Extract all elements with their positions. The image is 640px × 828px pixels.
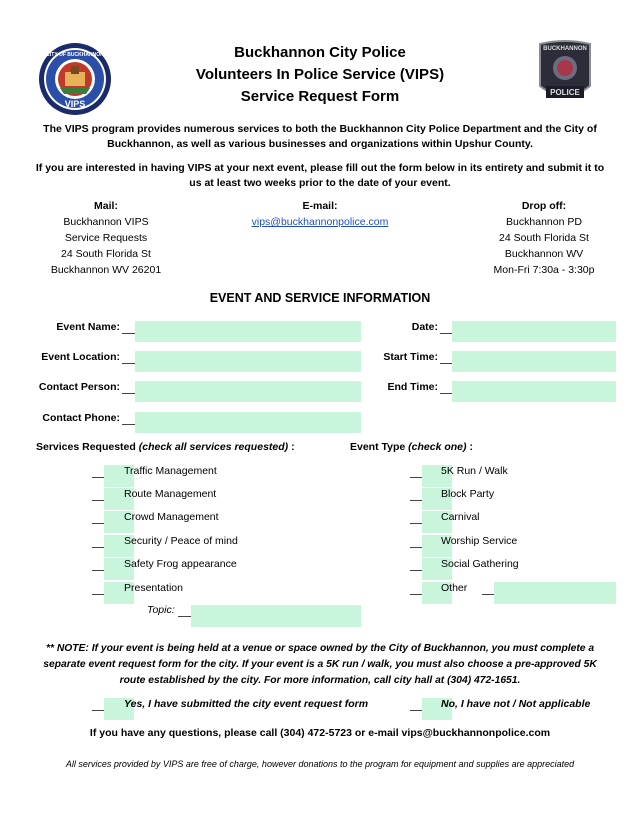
- mail-heading: Mail:: [94, 200, 118, 212]
- intro-paragraph-1: The VIPS program provides numerous services to both the Buckhannon City Police Department and the City of Buckhannon, as well as various businesses and organizations within Upshur County.: [43, 123, 597, 150]
- topic-label: Topic:: [147, 604, 175, 616]
- event-type-label-carnival: Carnival: [441, 511, 480, 523]
- mail-line: Service Requests: [64, 232, 148, 244]
- questions-line: If you have any questions, please call (304) 472-5723 or e-mail vips@buckhannonpolice.com: [89, 727, 551, 739]
- services-heading: [36, 441, 295, 453]
- event-type-heading-text: Event Type: [350, 441, 406, 453]
- services-heading-text: Services Requested: [36, 441, 136, 453]
- service-label-traffic: Traffic Management: [124, 465, 217, 477]
- dropoff-line: Buckhannon PD: [506, 216, 582, 228]
- event-name-input[interactable]: [135, 321, 361, 342]
- event-type-heading: [350, 441, 473, 453]
- patch-top-text: BUCKHANNON: [543, 46, 587, 52]
- event-type-heading-end: :: [466, 441, 473, 453]
- service-label-safety-frog: Safety Frog appearance: [124, 558, 237, 570]
- email-link[interactable]: vips@buckhannonpolice.com: [251, 216, 389, 228]
- end-time-label: End Time:: [387, 381, 438, 393]
- event-type-label-worship: Worship Service: [441, 535, 518, 547]
- start-time-label: Start Time:: [383, 351, 438, 363]
- logo-bottom-text: VIPS: [64, 99, 86, 109]
- dropoff-line: 24 South Florida St: [499, 232, 589, 244]
- date-input[interactable]: [452, 321, 616, 342]
- service-label-presentation: Presentation: [124, 582, 183, 594]
- event-type-label-social: Social Gathering: [441, 558, 519, 570]
- services-heading-end: :: [288, 441, 295, 453]
- dropoff-line: Buckhannon WV: [504, 248, 584, 260]
- other-input[interactable]: [494, 582, 616, 604]
- page-title-line3: Service Request Form: [240, 88, 400, 105]
- date-label: Date:: [411, 321, 438, 333]
- topic-input[interactable]: [191, 605, 361, 627]
- services-heading-note: (check all services requested): [138, 441, 289, 453]
- end-time-input[interactable]: [452, 381, 616, 402]
- logo-top-text: CITY OF BUCKHANNON: [46, 52, 104, 58]
- contact-phone-input[interactable]: [135, 412, 361, 433]
- mail-line: Buckhannon WV 26201: [50, 264, 162, 276]
- event-type-label-block-party: Block Party: [441, 488, 495, 500]
- email-contact: [240, 198, 400, 230]
- event-type-label-5k: 5K Run / Walk: [441, 465, 508, 477]
- event-location-label: Event Location:: [41, 351, 120, 363]
- page-title-line1: Buckhannon City Police: [234, 44, 406, 61]
- dropoff-contact: [484, 198, 604, 278]
- email-heading: E-mail:: [302, 200, 338, 212]
- service-label-route: Route Management: [124, 488, 217, 500]
- service-label-crowd: Crowd Management: [124, 511, 219, 523]
- dropoff-line: Mon-Fri 7:30a - 3:30p: [493, 264, 595, 276]
- mail-contact: [40, 198, 172, 278]
- note-paragraph: ** NOTE: If your event is being held at a venue or space owned by the City of Buckhannon, you must complete a separate event request form for the city. If your event is a 5K run / walk, you must also choose a pre-approved 5K route established by the city. For more information, call city hall at (304) 472-1651.: [43, 643, 597, 686]
- contact-person-label: Contact Person:: [38, 381, 120, 393]
- dropoff-heading: Drop off:: [521, 200, 567, 212]
- no-label: No, I have not / Not applicable: [441, 698, 591, 710]
- page-title-line2: Volunteers In Police Service (VIPS): [195, 66, 445, 83]
- event-type-label-other: Other: [441, 582, 468, 594]
- mail-line: 24 South Florida St: [61, 248, 151, 260]
- mail-line: Buckhannon VIPS: [63, 216, 149, 228]
- service-label-security: Security / Peace of mind: [124, 535, 238, 547]
- start-time-input[interactable]: [452, 351, 616, 372]
- section-title: EVENT AND SERVICE INFORMATION: [209, 291, 431, 305]
- yes-label: Yes, I have submitted the city event request form: [124, 698, 369, 710]
- event-type-heading-note: (check one): [408, 441, 467, 453]
- event-location-input[interactable]: [135, 351, 361, 372]
- footer-text: All services provided by VIPS are free of charge, however donations to the program for equipment and supplies are appreciated: [65, 759, 575, 769]
- patch-bottom-text: POLICE: [550, 88, 580, 97]
- contact-phone-label: Contact Phone:: [42, 412, 120, 424]
- intro-paragraph-2: If you are interested in having VIPS at your next event, please fill out the form below in its entirety and submit it to us at least two weeks prior to the date of your event.: [35, 162, 605, 189]
- event-name-label: Event Name:: [56, 321, 120, 333]
- contact-person-input[interactable]: [135, 381, 361, 402]
